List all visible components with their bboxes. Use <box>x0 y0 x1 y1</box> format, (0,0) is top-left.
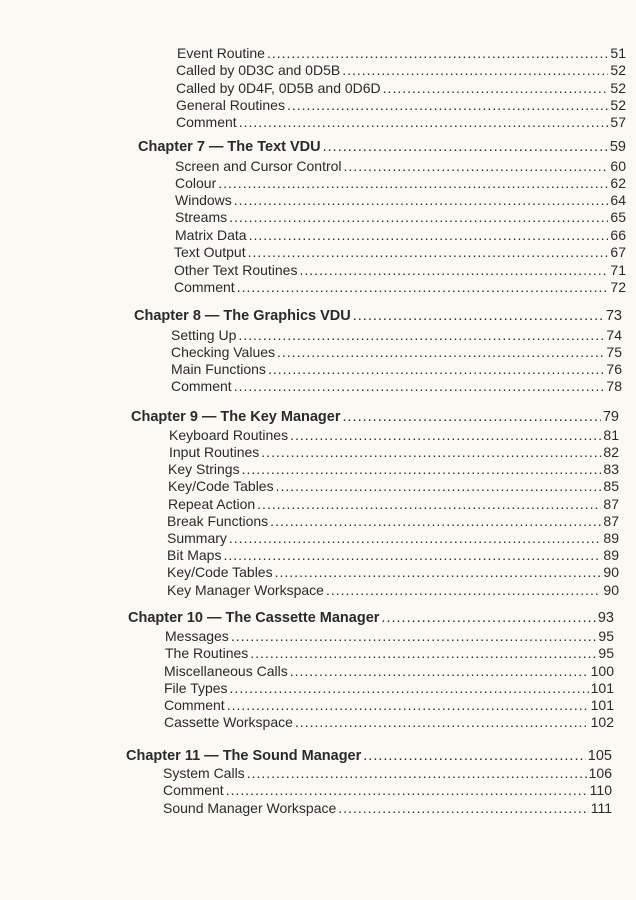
toc-entry <box>167 530 619 547</box>
dot-leader <box>276 478 602 495</box>
entry-title: Called by 0D3C and 0D5B <box>176 62 341 78</box>
toc-entry <box>174 279 626 296</box>
toc-entry <box>169 444 619 461</box>
entry-page: 60 <box>610 158 626 174</box>
toc-chapter-heading <box>138 139 626 156</box>
entry-page: 85 <box>603 478 619 494</box>
entry-page: 62 <box>610 175 626 191</box>
dot-leader <box>277 344 604 361</box>
entry-title: The Routines <box>165 645 249 661</box>
entry-page: 66 <box>610 227 626 243</box>
entry-page: 105 <box>587 748 612 764</box>
entry-title: Event Routine <box>177 45 265 61</box>
entry-title: Break Functions <box>167 513 269 529</box>
entry-page: 90 <box>603 564 619 580</box>
dot-leader <box>290 427 601 444</box>
entry-page: 78 <box>606 378 622 394</box>
dot-leader <box>267 45 608 62</box>
chapter-title: Chapter 10 — The Cassette Manager <box>128 610 380 626</box>
toc-entry <box>163 765 612 782</box>
dot-leader <box>343 409 601 426</box>
entry-title: Screen and Cursor Control <box>175 158 342 174</box>
dot-leader <box>299 262 608 279</box>
toc-entry <box>175 158 626 175</box>
dot-leader <box>218 175 608 192</box>
entry-page: 87 <box>603 513 619 529</box>
dot-leader <box>229 530 602 547</box>
entry-page: 89 <box>603 530 619 546</box>
entry-page: 83 <box>603 461 619 477</box>
dot-leader <box>295 714 589 731</box>
dot-leader <box>270 513 601 530</box>
dot-leader <box>250 645 596 662</box>
dot-leader <box>239 114 609 131</box>
toc-entry <box>171 378 622 395</box>
dot-leader <box>229 209 608 226</box>
entry-page: 93 <box>597 610 614 626</box>
dot-leader <box>381 610 595 627</box>
entry-title: Matrix Data <box>175 227 247 243</box>
toc-entry <box>167 582 619 599</box>
dot-leader <box>326 582 601 599</box>
toc-entry <box>175 227 626 244</box>
entry-page: 101 <box>590 697 614 713</box>
dot-leader <box>226 782 588 799</box>
entry-title: Colour <box>175 175 217 191</box>
entry-title: Sound Manager Workspace <box>163 800 337 816</box>
entry-page: 87 <box>603 496 619 512</box>
entry-title: Key/Code Tables <box>168 478 274 494</box>
entry-page: 59 <box>609 139 626 155</box>
dot-leader <box>338 800 588 817</box>
entry-page: 95 <box>598 645 614 661</box>
entry-title: Keyboard Routines <box>169 427 289 443</box>
entry-page: 101 <box>590 680 614 696</box>
entry-title: Key/Code Tables <box>167 564 273 580</box>
entry-title: General Routines <box>176 97 285 113</box>
toc-entry <box>163 782 612 799</box>
dot-leader <box>238 327 604 344</box>
toc-entry <box>174 262 626 279</box>
entry-title: Miscellaneous Calls <box>164 663 288 679</box>
entry-page: 52 <box>610 62 626 78</box>
entry-page: 75 <box>606 344 622 360</box>
entry-title: Comment <box>164 697 225 713</box>
dot-leader <box>242 461 602 478</box>
toc-entry <box>167 564 619 581</box>
entry-title: Setting Up <box>171 327 237 343</box>
entry-page: 52 <box>610 80 626 96</box>
entry-title: Comment <box>171 378 232 394</box>
dot-leader <box>383 80 609 97</box>
entry-title: Bit Maps <box>167 547 222 563</box>
dot-leader <box>344 158 609 175</box>
entry-title: Comment <box>176 114 237 130</box>
entry-title: Input Routines <box>169 444 260 460</box>
dot-leader <box>287 97 608 114</box>
entry-title: Summary <box>167 530 227 546</box>
dot-leader <box>353 308 604 325</box>
toc-chapter-heading <box>131 409 619 426</box>
entry-title: Called by 0D4F, 0D5B and 0D6D <box>176 80 381 96</box>
entry-title: Key Strings <box>168 461 240 477</box>
dot-leader <box>249 227 609 244</box>
toc-entry <box>164 680 614 697</box>
entry-page: 106 <box>588 765 612 781</box>
entry-page: 72 <box>610 279 626 295</box>
dot-leader <box>237 279 609 296</box>
entry-page: 81 <box>603 427 619 443</box>
entry-title: Main Functions <box>171 361 266 377</box>
entry-title: Windows <box>175 192 232 208</box>
dot-leader <box>247 765 587 782</box>
dot-leader <box>234 378 605 395</box>
entry-page: 110 <box>589 782 612 798</box>
toc-entry <box>171 344 622 361</box>
dot-leader <box>234 192 609 209</box>
entry-title: Comment <box>163 782 224 798</box>
toc-entry <box>167 547 619 564</box>
entry-page: 73 <box>605 308 622 324</box>
toc-entry <box>165 628 614 645</box>
entry-page: 76 <box>606 361 622 377</box>
entry-page: 95 <box>598 628 614 644</box>
dot-leader <box>248 244 609 261</box>
dot-leader <box>323 139 608 156</box>
dot-leader <box>257 496 601 513</box>
entry-page: 102 <box>590 714 614 730</box>
entry-page: 51 <box>610 45 626 61</box>
dot-leader <box>231 628 597 645</box>
toc-entry <box>177 45 626 62</box>
dot-leader <box>363 748 586 765</box>
toc-entry <box>176 80 626 97</box>
toc-entry <box>164 663 614 680</box>
toc-chapter-heading <box>126 748 612 765</box>
chapter-title: Chapter 11 — The Sound Manager <box>126 748 362 764</box>
toc-entry <box>171 361 622 378</box>
entry-page: 89 <box>603 547 619 563</box>
entry-page: 57 <box>610 114 626 130</box>
entry-title: Text Output <box>174 244 246 260</box>
toc-entry <box>174 244 626 261</box>
entry-title: Comment <box>174 279 235 295</box>
dot-leader <box>227 697 589 714</box>
chapter-title: Chapter 8 — The Graphics VDU <box>134 308 351 324</box>
chapter-title: Chapter 9 — The Key Manager <box>131 409 341 425</box>
dot-leader <box>342 62 608 79</box>
toc-entry <box>168 461 619 478</box>
entry-title: Cassette Workspace <box>164 714 293 730</box>
entry-page: 64 <box>610 192 626 208</box>
entry-page: 71 <box>610 262 626 278</box>
entry-title: Messages <box>165 628 229 644</box>
entry-title: System Calls <box>163 765 245 781</box>
toc-entry <box>164 697 614 714</box>
toc-entry <box>175 175 626 192</box>
entry-page: 65 <box>610 209 626 225</box>
entry-title: Repeat Action <box>168 496 256 512</box>
entry-title: Key Manager Workspace <box>167 582 324 598</box>
entry-page: 67 <box>610 244 626 260</box>
entry-title: Streams <box>175 209 228 225</box>
toc-entry <box>168 478 619 495</box>
entry-page: 90 <box>603 582 619 598</box>
entry-title: Other Text Routines <box>174 262 298 278</box>
chapter-title: Chapter 7 — The Text VDU <box>138 139 321 155</box>
toc-entry <box>175 192 626 209</box>
dot-leader <box>268 361 604 378</box>
toc-entry <box>176 114 626 131</box>
entry-page: 82 <box>603 444 619 460</box>
toc-chapter-heading <box>128 610 614 627</box>
toc-entry <box>168 496 619 513</box>
toc-chapter-heading <box>134 308 622 325</box>
dot-leader <box>275 564 602 581</box>
entry-page: 100 <box>590 663 614 679</box>
toc-entry <box>167 513 619 530</box>
toc-entry <box>176 62 626 79</box>
toc-entry <box>164 714 614 731</box>
entry-title: Checking Values <box>171 344 276 360</box>
entry-page: 74 <box>606 327 622 343</box>
dot-leader <box>261 444 601 461</box>
toc-entry <box>169 427 619 444</box>
toc-entry <box>165 645 614 662</box>
dot-leader <box>290 663 589 680</box>
entry-title: File Types <box>164 680 228 696</box>
dot-leader <box>223 547 601 564</box>
toc-entry <box>171 327 622 344</box>
toc-entry <box>176 97 626 114</box>
dot-leader <box>230 680 589 697</box>
toc-entry <box>163 800 612 817</box>
entry-page: 52 <box>610 97 626 113</box>
toc-entry <box>175 209 626 226</box>
entry-page: 111 <box>590 800 612 816</box>
entry-page: 79 <box>602 409 619 425</box>
